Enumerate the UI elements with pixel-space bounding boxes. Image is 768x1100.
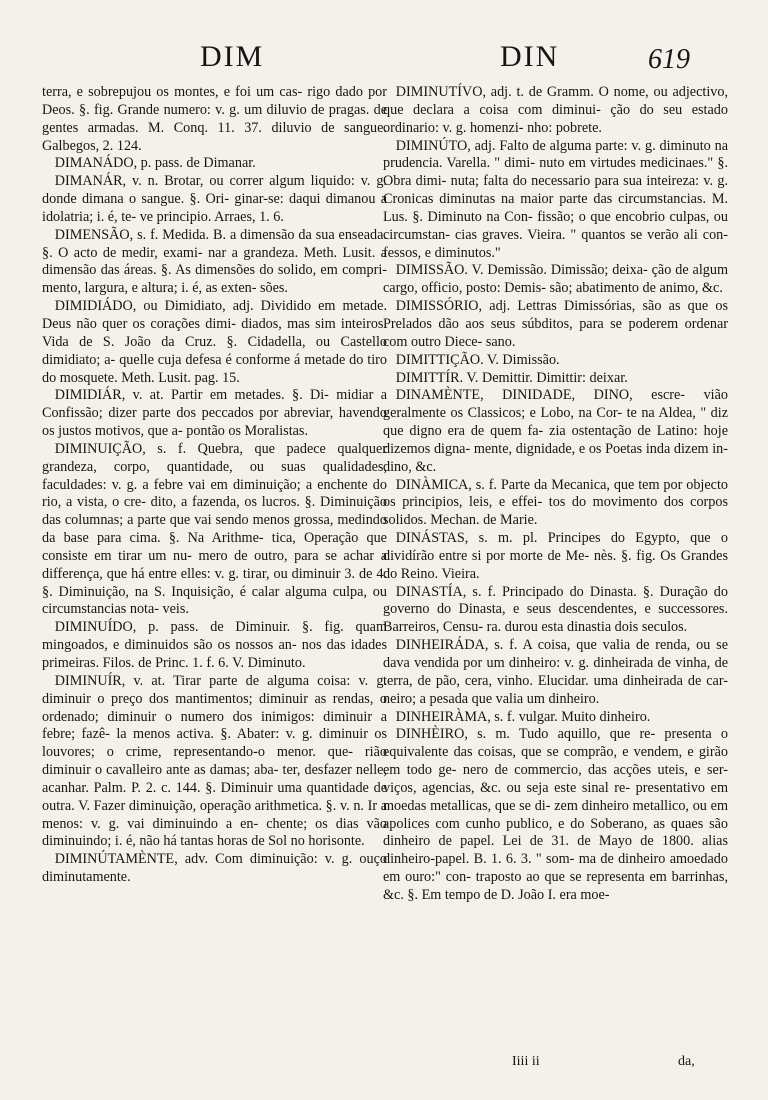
dictionary-entry: DIMIDIÁDO, ou Dimidiato, adj. Dividido em metade. Deus não quer os corações dimi- diados, mas sim inteiros. Vida de S. João da Cruz. §. Cidadella, ou Castello dimidiato; a- quelle cuja defesa é conforme á metade do tiro do mosquete. Meth. Lusit. pag. 15.	[42, 298, 387, 386]
dictionary-entry: DINÁSTAS, s. m. pl. Principes do Egypto, que o dividírão entre si por morte de Me- nès. §. fig. Os Grandes do Reino. Vieira.	[383, 530, 728, 582]
dictionary-entry: DIMINUTÍVO, adj. t. de Gramm. O nome, ou adjectivo, que declara a coisa com diminui- ção do seu estado ordinario: v. g. homenzi- nho: pobrete.	[383, 84, 728, 136]
dictionary-entry: DIMENSÃO, s. f. Medida. B. a dimensão da sua enseada. §. O acto de medir, exami- nar a grandeza. Meth. Lusit. a dimensão das áreas. §. As dimensões do solido, em compri- mento, largura, e altura; i. é, as exten- sões.	[42, 226, 387, 297]
signature-mark: Iiii ii	[512, 1054, 540, 1069]
dictionary-entry: DIMISSÃO. V. Demissão. Dimissão; deixa- ção de algum cargo, officio, posto: Demis- são; abatimento de animo, &c.	[383, 262, 728, 297]
dictionary-entry: DIMITTÍR. V. Demittir. Dimittir: deixar.	[395, 369, 628, 386]
header-left-guideword: DIM	[200, 40, 265, 73]
dictionary-entry: DINHÈIRO, s. m. Tudo aquillo, que re- presenta o equivalente das coisas, que se comprão, e vendem, e girão em todo ge- nero de commercio, das acções uteis, e ser- viços, agencias, &c. ou seja este sinal re- presentativo em moedas metallicas, que se di- zem dinheiro metallico, ou em apolices com cunho publico, e do Soberano, as quaes são dinheiro de papel. Lei de 31. de Mayo de 1800. alias dinheiro-papel. B. 1. 6. 3. " som- ma de dinheiro amoedado em ouro:" con- traposto ao que se representa em barrinhas, &c. §. Em tempo de D. João I. era moe-	[383, 726, 728, 903]
dictionary-entry: DINHEIRÀMA, s. f. vulgar. Muito dinheiro.	[395, 708, 651, 725]
dictionary-entry: terra, e sobrepujou os montes, e foi um cas- rigo dado por Deos. §. fig. Grande numero: v. g. um diluvio de pragas. de gentes armadas. M. Conq. 11. 37. diluvio de sangue. Galbegos, 2. 124.	[42, 84, 387, 154]
running-header	[0, 40, 768, 80]
dictionary-entry: DIMIDIÁR, v. at. Partir em metades. §. Di- midiar a Confissão; dizer parte dos peccados por abreviar, havendo os justos motivos, que a- pontão os Moralistas.	[42, 387, 387, 440]
dictionary-entry: DINASTÍA, s. f. Principado do Dinasta. §. Duração do governo do Dinasta, e seus descendentes, e successores. Barreiros, Censu- ra. durou esta dinastia dois seculos.	[383, 583, 728, 636]
dictionary-entry: DIMINUÍR, v. at. Tirar parte de alguma coisa: v. g. diminuir o preço dos mantimentos; diminuir as rendas, o ordenado; diminuir o numero dos inimigos: diminuir a febre; fazê- la menos activa. §. Abater: v. g. diminuir os louvores; o crime, representando-o menor. que- rião diminuir o cavalleiro ante as damas; aba- ter, desfazer nelle, acanhar. Palm. P. 2. c. 144. §. Diminuir uma quantidade de outra. V. Fazer diminuição, operação arithmetica. §. v. n. Ir a menos: v. g. vai diminuindo a en- chente; os dias vão diminuindo; i. é, não há tantas horas de Sol no horisonte.	[42, 672, 387, 850]
dictionary-entry: DIMANÁDO, p. pass. de Dimanar.	[54, 155, 256, 172]
dictionary-entry: DIMINUIÇÃO, s. f. Quebra, que padece qualquer grandeza, corpo, quantidade, ou suas qualidades, faculdades: v. g. a febre vai em diminuição; a enchente do rio, a vista, o cre- dito, a fazenda, os lucros. §. Diminuição das columnas; a parte que vai sendo menos grossa, medindo da base para cima. §. Na Arithme- tica, Operação que consiste em tirar um nu- mero de outro, para se achar a differença, que há entre elles: v. g. tirar, ou diminuir 3. de 4. §. Diminuição, na S. Inquisição, é calar alguma culpa, ou circumstancias nota- veis.	[42, 440, 387, 618]
header-right-guideword: DIN	[500, 40, 560, 73]
dictionary-entry: DINAMÈNTE, DINIDADE, DINO, escre- vião geralmente os Classicos; e Lobo, na Cor- te na Aldea, " diz que digno era de quem fa- zia ostentação de Latino: hoje dizemos digna- mente, dignidade, e os Poetas inda dizem in- dino, &c.	[383, 387, 728, 475]
dictionary-entry: DIMINÚTO, adj. Falto de alguma parte: v. g. diminuto na prudencia. Varella. " dimi- nuto em virtudes medicinaes." §. Obra dimi- nuta; falta do necessario para sua inteireza: v. g. Cronicas diminutas na maior parte das circumstancias. M. Lus. §. Diminuto na Con- fissão; o que encobrio culpas, ou circumstan- cias graves. Vieira. " quantos se verão ali con- fessos, e diminutos."	[383, 137, 728, 261]
dictionary-entry: DINHEIRÁDA, s. f. A coisa, que valia de renda, ou se dava vendida por um dinheiro: v. g. dinheirada de vinha, de terra, de pão, cera, vinho. Elucidar. uma dinheirada de car- neiro; a pesada que valia um dinheiro.	[383, 637, 728, 707]
dictionary-entry: DIMANÁR, v. n. Brotar, ou correr algum liquido: v. g. donde dimana o sangue. §. Ori- ginar-se: daqui dimanou a idolatria; i. é, te- ve principio. Arraes, 1. 6.	[42, 173, 387, 225]
left-column	[42, 84, 387, 887]
dictionary-entry: DINÀMICA, s. f. Parte da Mecanica, que tem por objecto os principios, leis, e effei- tos do movimento dos corpos solidos. Mechan. de Marie.	[383, 476, 728, 529]
dictionary-entry: DIMISSÓRIO, adj. Lettras Dimissórias, são as que os Prelados dão aos seus súbditos, para se poderem ordenar com outro Diece- sano.	[383, 298, 728, 350]
catchword: da,	[678, 1054, 695, 1069]
dictionary-entry: DIMITTIÇÃO. V. Dimissão.	[395, 351, 560, 368]
dictionary-entry: DIMINÚTAMÈNTE, adv. Com diminuição: v. g. ouço diminutamente.	[42, 851, 387, 886]
page-number: 619	[648, 44, 690, 75]
right-column	[383, 84, 728, 905]
dictionary-entry: DIMINUÍDO, p. pass. de Diminuir. §. fig. quam mingoados, e diminuidos são os nossos an- nos das idades primeiras. Filos. de Princ. 1. f. 6. V. Diminuto.	[42, 619, 387, 671]
